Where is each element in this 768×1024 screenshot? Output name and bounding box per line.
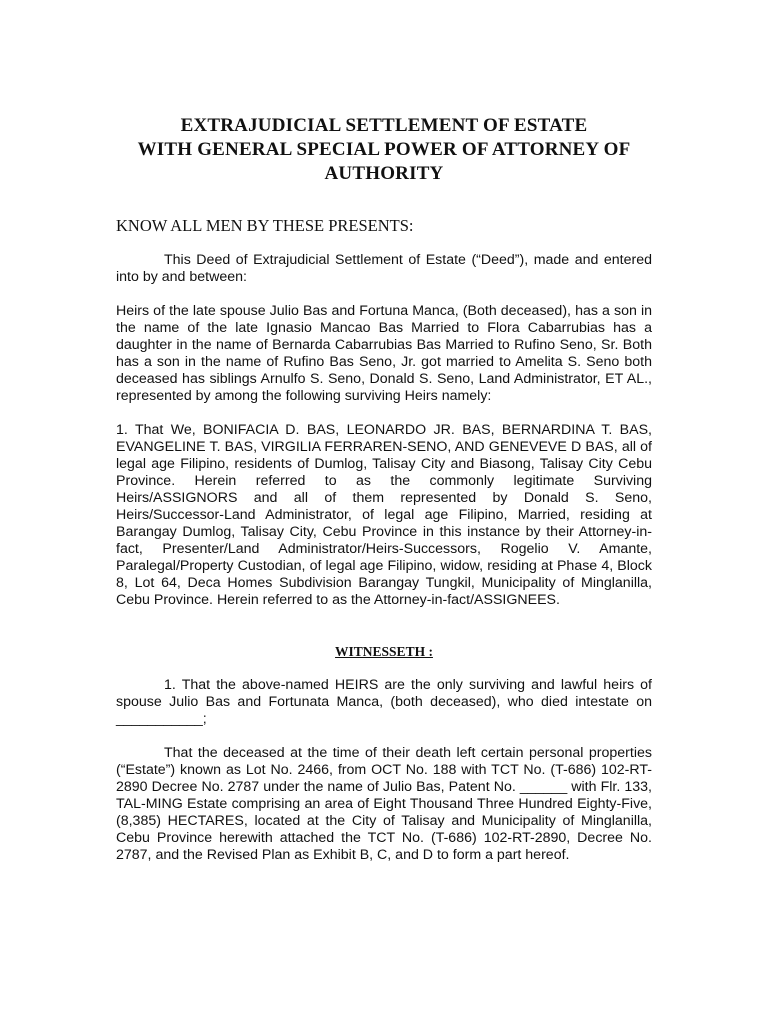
document-title: [116, 114, 652, 186]
heirs-paragraph: Heirs of the late spouse Julio Bas and Fortuna Manca, (Both deceased), has a son in the name of the late Ignasio Mancao Bas Married to Flora Cabarrubias has a daughter in the name of Bernarda Cabarrubias Bas Married to Rufino Seno, Sr. Both has a son in the name of Rufino Bas Seno, Jr. got married to Amelita S. Seno both deceased has siblings Arnulfo S. Seno, Donald S. Seno, Land Administrator, ET AL., represented by among the following surviving Heirs namely:: [116, 303, 652, 404]
clause-1-paragraph: 1. That We, BONIFACIA D. BAS, LEONARDO JR. BAS, BERNARDINA T. BAS, EVANGELINE T. BAS, VIRGILIA FERRAREN-SENO, AND GENEVEVE D BAS, all of legal age Filipino, residents of Dumlog, Talisay City and Biasong, Talisay City Cebu Province. Herein referred to as the commonly legitimate Surviving Heirs/ASSIGNORS and all of them represented by Donald S. Seno, Heirs/Successor-Land Administrator, of legal age Filipino, Married, residing at Barangay Dumlog, Talisay City, Cebu Province in this instance by their Attorney-in-fact, Presenter/Land Administrator/Heirs-Successors, Rogelio V. Amante, Paralegal/Property Custodian, of legal age Filipino, widow, residing at Phase 4, Block 8, Lot 64, Deca Homes Subdivision Barangay Tungkil, Municipality of Minglanilla, Cebu Province. Herein referred to as the Attorney-in-fact/ASSIGNEES.: [116, 422, 652, 608]
estate-paragraph: That the deceased at the time of their death left certain personal properties (“Estate”) known as Lot No. 2466, from OCT No. 188 with TCT No. (T-686) 102-RT-2890 Decree No. 2787 under the name of Julio Bas, Patent No. ______ with Flr. 133, TAL-MING Estate comprising an area of Eight Thousand Three Hundred Eighty-Five, (8,385) HECTARES, located at the City of Talisay and Municipality of Minglanilla, Cebu Province herewith attached the TCT No. (T-686) 102-RT-2890, Decree No. 2787, and the Revised Plan as Exhibit B, C, and D to form a part hereof.: [116, 745, 652, 863]
witness-clause-1: 1. That the above-named HEIRS are the only surviving and lawful heirs of spouse Julio Bas and Fortunata Manca, (both deceased), who died intestate on ___________;: [116, 677, 652, 727]
intro-paragraph: This Deed of Extrajudicial Settlement of Estate (“Deed”), made and entered into by and between:: [116, 252, 652, 285]
title-line-2: WITH GENERAL SPECIAL POWER OF ATTORNEY OF: [137, 139, 631, 160]
salutation: KNOW ALL MEN BY THESE PRESENTS:: [116, 216, 414, 235]
title-line-3: AUTHORITY: [324, 163, 444, 184]
title-line-1: EXTRAJUDICIAL SETTLEMENT OF ESTATE: [180, 115, 588, 136]
witnesseth-heading: WITNESSETH :: [335, 644, 433, 659]
